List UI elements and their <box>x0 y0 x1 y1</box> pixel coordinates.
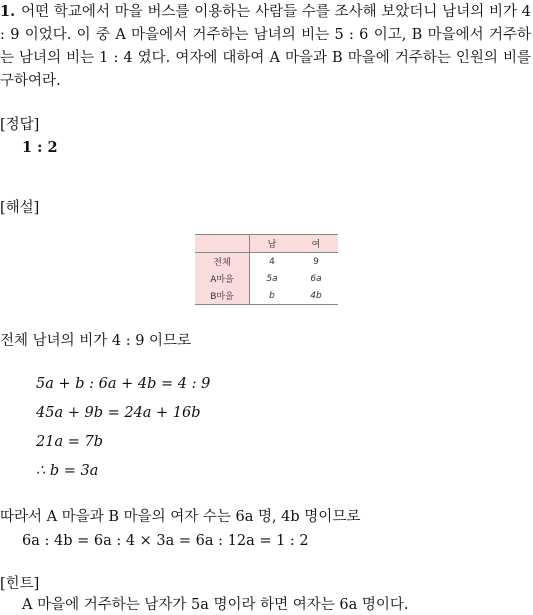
table-row-label: B마을 <box>195 287 250 305</box>
table-cell: 4b <box>294 287 338 305</box>
solution-conclusion: 따라서 A 마을과 B 마을의 여자 수는 6a 명, 4b 명이므로 <box>0 509 361 525</box>
equation-line: 21a = 7b <box>36 434 103 450</box>
solution-result: 6a : 4b = 6a : 4 × 3a = 6a : 12a = 1 : 2 <box>22 533 309 549</box>
table-header-row <box>195 235 338 253</box>
ratio-table <box>195 234 338 305</box>
table-corner-cell <box>195 235 250 253</box>
table-row <box>195 253 338 271</box>
equation-line: 45a + 9b = 24a + 16b <box>36 405 201 421</box>
table-row <box>195 287 338 305</box>
hint-label: [힌트] <box>0 576 40 592</box>
answer-label: [정답] <box>0 117 40 133</box>
table-header-male: 남 <box>250 235 295 253</box>
table-row <box>195 270 338 287</box>
solution-intro: 전체 남녀의 비가 4 : 9 이므로 <box>0 333 192 349</box>
solution-label: [해설] <box>0 200 40 216</box>
table-row-label: 전체 <box>195 253 250 271</box>
table-cell: b <box>250 287 295 305</box>
table-cell: 5a <box>266 273 278 284</box>
table-row-label: A마을 <box>195 270 250 287</box>
question-text <box>0 0 533 93</box>
hint-text: A 마을에 거주하는 남자가 5a 명이라 하면 여자는 6a 명이다. <box>22 597 409 613</box>
answer-value: 1 : 2 <box>22 139 58 156</box>
table-cell: 6a <box>310 273 322 284</box>
equation-line: 5a + b : 6a + 4b = 4 : 9 <box>36 376 211 392</box>
table-cell: 9 <box>313 256 319 267</box>
table-header-female: 여 <box>294 235 338 253</box>
equation-line: ∴ b = 3a <box>36 463 99 479</box>
question-number: 1. <box>0 3 16 20</box>
table-cell: 4 <box>269 256 275 267</box>
question-body: 어떤 학교에서 마을 버스를 이용하는 사람들 수를 조사해 보았더니 남녀의 비가 4 : 9 이었다. 이 중 A 마을에서 거주하는 남녀의 비는 5 : 6 이고, B 마을에서 거주하는 남녀의 비는 1 : 4 였다. 여자에 대하여 A 마을과 B 마을에 거주하는 인원의 비를 구하여라. <box>0 4 531 89</box>
